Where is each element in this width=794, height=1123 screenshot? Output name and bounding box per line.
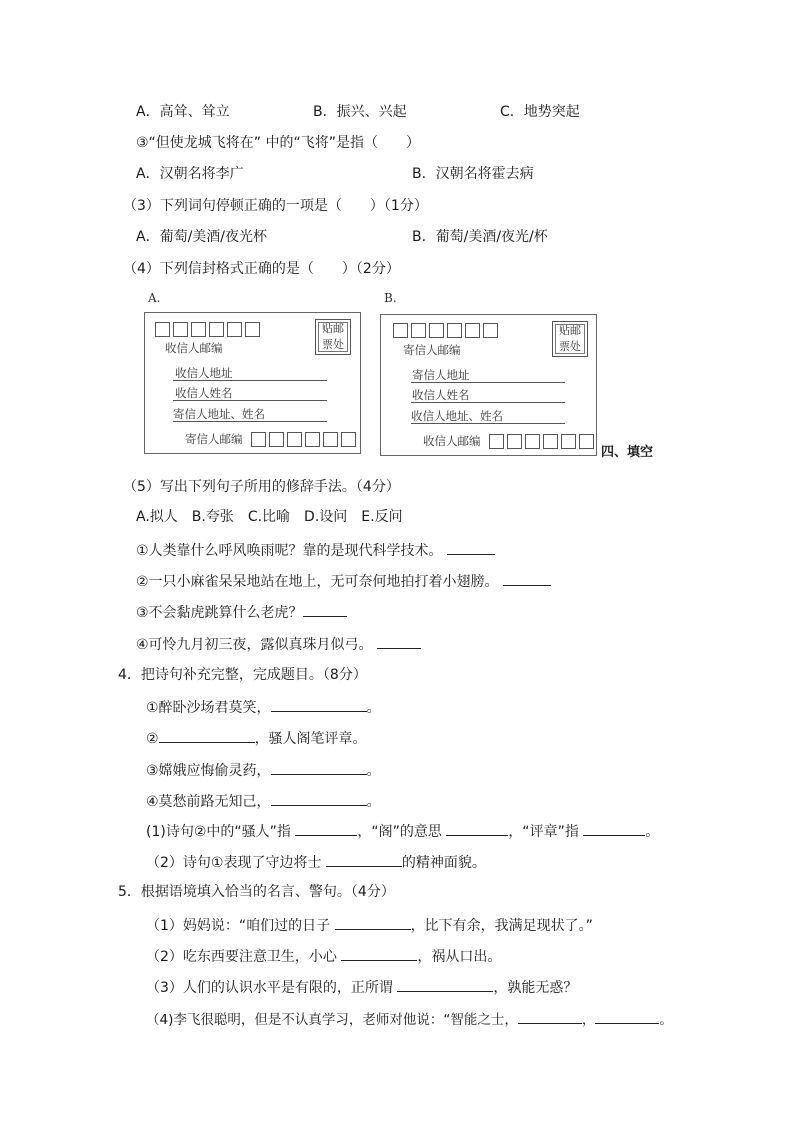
punctuation: 。: [366, 794, 381, 810]
question-text: 的精神面貌。: [401, 855, 486, 871]
answer-blank[interactable]: [518, 1009, 582, 1024]
punctuation: ，: [581, 1012, 596, 1028]
stamp-text-2: 票处: [322, 338, 344, 351]
answer-blank[interactable]: [303, 602, 347, 617]
question-text: ，比下有余，我满足现状了。”: [410, 918, 593, 934]
poem-subquestion-1: [146, 821, 659, 841]
answer-blank[interactable]: [503, 571, 551, 586]
question-5: （5）写出下列句子所用的修辞手法。（4分）: [123, 479, 400, 495]
address-line-3: 寄信人地址、姓名: [173, 407, 265, 421]
proverb-line-1: [146, 915, 593, 935]
question-3: （3）下列词句停顿正确的一项是（ ）（1分）: [123, 198, 428, 214]
answer-blank[interactable]: [271, 791, 367, 806]
zip-label-bottom: 收信人邮编: [423, 434, 481, 448]
address-line-1: 收信人地址: [175, 366, 233, 380]
option-a: A．葡萄/美酒/夜光杯: [136, 229, 268, 245]
address-line-2: 收信人姓名: [175, 386, 233, 400]
section-heading: 四、填空: [601, 445, 654, 460]
stamp-text-2: 票处: [559, 340, 581, 353]
sentence-text: ②一只小麻雀呆呆地站在地上，无可奈何地拍打着小翅膀。: [136, 574, 499, 590]
answer-blank[interactable]: [295, 821, 357, 836]
answer-blank[interactable]: [341, 946, 417, 961]
answer-blank[interactable]: [595, 1009, 659, 1024]
question-text: ，“阁”的意思: [357, 824, 442, 840]
answer-blank[interactable]: [583, 821, 645, 836]
sentence-3: [136, 602, 347, 622]
option-a: A．高耸、耸立: [136, 104, 230, 120]
answer-blank[interactable]: [326, 852, 402, 867]
envelope-b-label: B.: [384, 291, 397, 305]
answer-blank[interactable]: [446, 821, 508, 836]
poem-line-3: [146, 760, 381, 780]
poem-line-4: [146, 791, 381, 811]
question-text: (1)诗句②中的“骚人”指: [146, 824, 291, 840]
poem-line-1: [146, 697, 381, 717]
stamp-text-1: 贴邮: [322, 322, 344, 335]
question-4-poems: 4．把诗句补充完整，完成题目。（8分）: [118, 667, 367, 683]
option-b: B．汉朝名将霍去病: [412, 166, 534, 182]
envelope-b: [380, 291, 597, 456]
zip-label-top: 收信人邮编: [165, 341, 223, 355]
poem-text: ①醉卧沙场君莫笑，: [146, 700, 271, 716]
stamp-area: [315, 319, 351, 355]
zip-boxes: [489, 434, 594, 449]
proverb-line-2: [146, 946, 501, 966]
poem-text: ③嫦娥应悔偷灵药，: [146, 763, 271, 779]
punctuation: 。: [366, 700, 381, 716]
question-2-3: ③“但使龙城飞将在” 中的“飞将”是指（ ）: [136, 135, 421, 151]
question-4: （4）下列信封格式正确的是（ ）（2分）: [123, 261, 400, 277]
envelope-a: [144, 291, 361, 454]
zip-boxes: [155, 322, 260, 337]
option-a: A．汉朝名将李广: [136, 166, 244, 182]
question-text: （1）妈妈说：“咱们过的日子: [146, 918, 331, 934]
zip-label-top: 寄信人邮编: [403, 343, 461, 357]
question-text: （2）诗句①表现了守边将士: [146, 855, 322, 871]
stamp-area: [552, 321, 588, 357]
question-text: ，祸从口出。: [417, 949, 502, 965]
question-5-proverbs: 5．根据语境填入恰当的名言、警句。（4分）: [118, 884, 395, 900]
proverb-line-4: [146, 1009, 673, 1029]
address-line-3: 收信人地址、姓名: [411, 409, 503, 423]
poem-text: ②: [146, 731, 159, 747]
sentence-text: ③不会黏虎跳算什么老虎？: [136, 605, 303, 621]
poem-line-2: [146, 728, 367, 748]
answer-blank[interactable]: [397, 977, 493, 992]
option-b: B．振兴、兴起: [313, 104, 407, 120]
poem-text: ④莫愁前路无知己，: [146, 794, 271, 810]
stamp-text-1: 贴邮: [559, 324, 581, 337]
punctuation: 。: [366, 763, 381, 779]
sentence-text: ①人类靠什么呼风唤雨呢？靠的是现代科学技术。: [136, 543, 443, 559]
question-text: ，孰能无惑？: [493, 980, 578, 996]
question-text: （3）人们的认识水平是有限的，正所谓: [146, 980, 393, 996]
sentence-1: [136, 540, 495, 560]
option-c: C．地势突起: [500, 104, 580, 120]
poem-text: ，骚人阁笔评章。: [254, 731, 367, 747]
sentence-text: ④可怜九月初三夜，露似真珠月似弓。: [136, 637, 373, 653]
sentence-2: [136, 571, 551, 591]
punctuation: 。: [659, 1012, 673, 1028]
option-b: B．葡萄/美酒/夜光/杯: [412, 229, 548, 245]
question-text: （2）吃东西要注意卫生，小心: [146, 949, 337, 965]
zip-boxes: [251, 432, 356, 447]
rhetoric-options: A.拟人 B.夸张 C.比喻 D.设问 E.反问: [136, 509, 403, 525]
sentence-4: [136, 634, 421, 654]
answer-blank[interactable]: [271, 697, 367, 712]
zip-label-bottom: 寄信人邮编: [185, 432, 243, 446]
answer-blank[interactable]: [271, 760, 367, 775]
address-line-1: 寄信人地址: [412, 368, 470, 382]
question-text: ，“评章”指: [508, 824, 579, 840]
punctuation: 。: [645, 824, 660, 840]
question-text: （4)李飞很聪明，但是不认真学习，老师对他说：“智能之士，: [146, 1012, 518, 1028]
address-line-2: 收信人姓名: [412, 388, 470, 402]
proverb-line-3: [146, 977, 577, 997]
answer-blank[interactable]: [159, 728, 255, 743]
zip-boxes: [393, 323, 498, 338]
answer-blank[interactable]: [447, 540, 495, 555]
poem-subquestion-2: [146, 852, 486, 872]
answer-blank[interactable]: [335, 915, 411, 930]
envelope-a-label: A.: [148, 291, 161, 305]
answer-blank[interactable]: [377, 634, 421, 649]
